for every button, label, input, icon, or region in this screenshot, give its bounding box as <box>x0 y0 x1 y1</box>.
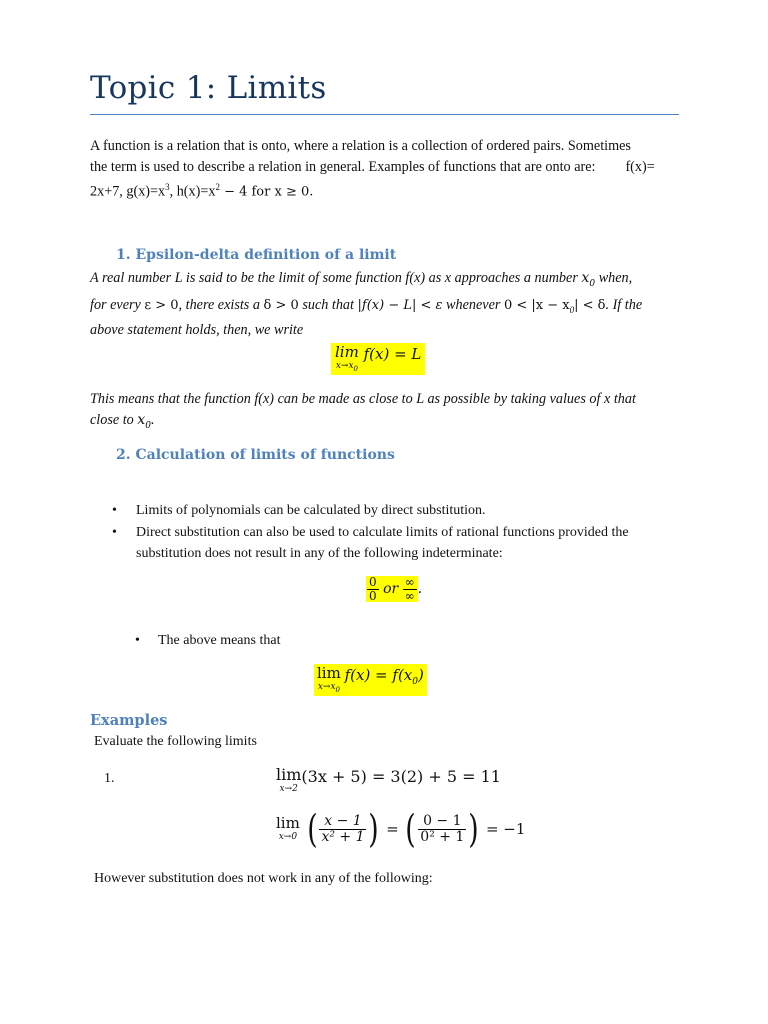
title-underline <box>90 114 679 115</box>
intro-paragraph <box>90 136 682 204</box>
examples-heading: Examples <box>90 712 168 729</box>
intro-line-1: A function is a relation that is onto, where a relation is a collection of ordered pairs. Sometimes <box>90 138 631 154</box>
page-title: Topic 1: Limits <box>90 70 327 106</box>
limit-definition-formula: lim $x\to x_0$ f(x) = L <box>331 343 425 375</box>
section-heading-epsilon-delta: 1. Epsilon-delta definition of a limit <box>116 247 397 263</box>
example-number: 1. <box>104 771 115 786</box>
indeterminate-forms: $\frac{0}{0}$ or $\frac{\infty}{\infty}$ . <box>366 576 422 602</box>
example-2-formula: lim x→0 ( $\frac{x - 1}{\text{x² + 1}}$ ) = ( $\frac{0 - 1}{\text{0² + 1}}$ ) = −1 <box>276 807 526 851</box>
meaning-paragraph: This means that the function f(x) can be made as close to L as possible by taking values of x that close to $x_0$. <box>90 391 636 431</box>
substitution-formula: lim $x\to x_0$ $f(x) = f(x_0)$ <box>314 664 427 696</box>
list-item: • The above means that <box>135 633 281 648</box>
example-1-formula: lim x→2 (3x + 5) = 3(2) + 5 = 11 <box>276 765 501 794</box>
definition-line-1: A real number L is said to be the limit of some function f(x) as x approaches a number $x_0$ when, <box>90 270 633 289</box>
section-heading-calculation: 2. Calculation of limits of functions <box>116 447 395 463</box>
bullet-list <box>112 500 682 564</box>
definition-line-3: above statement holds, then, we write <box>90 322 304 339</box>
footer-sentence: However substitution does not work in any of the following: <box>94 871 433 886</box>
list-item: • Limits of polynomials can be calculated by direct substitution. <box>112 503 486 518</box>
examples-intro: Evaluate the following limits <box>94 734 257 749</box>
list-item: • Direct substitution can also be used to calculate limits of rational functions provided the substitution does not result in any of the following indeterminate: <box>112 525 629 561</box>
intro-line-3: 2x+7, $g(x)=x^3$, $h(x)=x^2 - 4$ for x ≥ 0. <box>90 182 314 201</box>
definition-paragraph <box>90 268 682 341</box>
definition-line-2: for every ε > 0, there exists a δ > 0 such that |f(x) − L| < ε whenever $0 < |x - x_0| < \delta$. If the <box>90 296 643 315</box>
intro-line-2: the term is used to describe a relation in general. Examples of functions that are onto are: f(x)= <box>90 158 655 175</box>
